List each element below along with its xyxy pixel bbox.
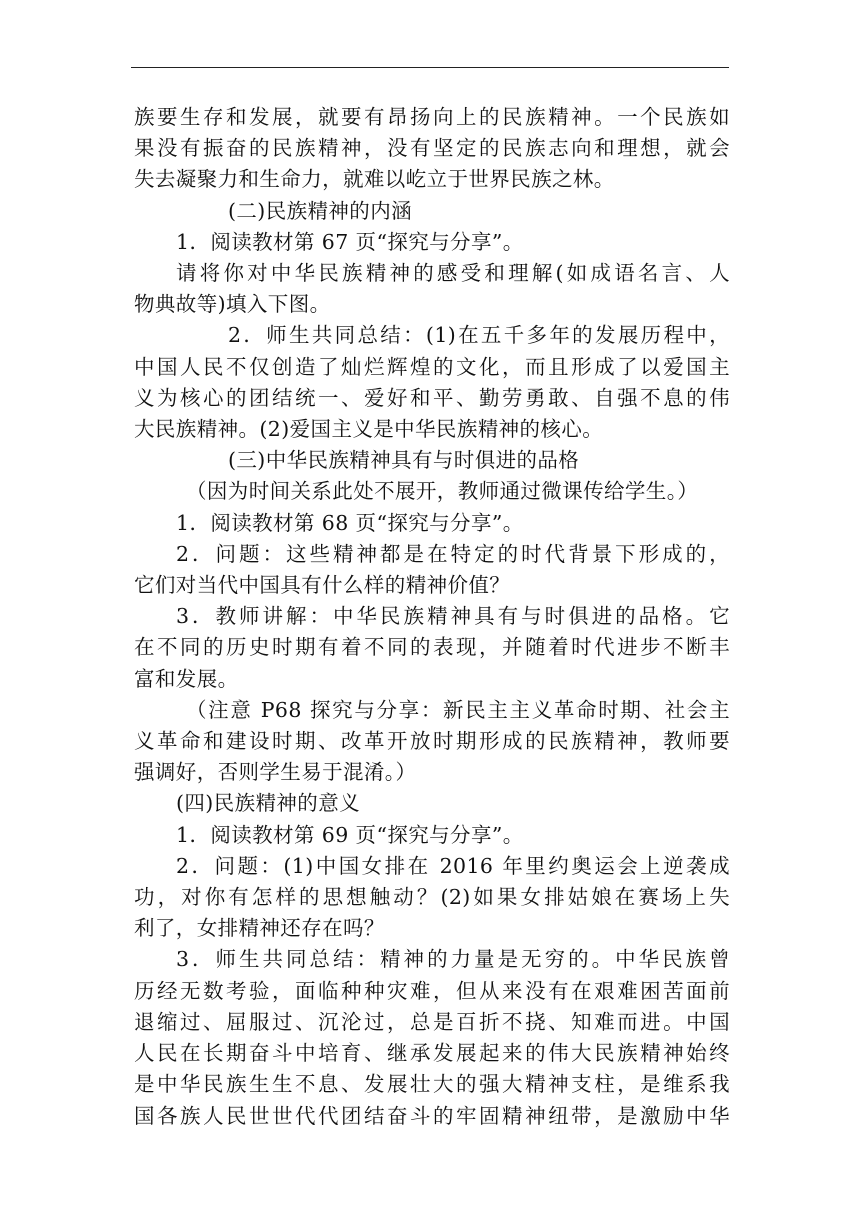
text-line: 2．问题：这些精神都是在特定的时代背景下形成的， — [176, 541, 730, 566]
text-line: 强调好，否则学生易于混淆。） — [134, 760, 417, 785]
text-line: 义革命和建设时期、改革开放时期形成的民族精神，教师要 — [134, 729, 730, 754]
text-line: 大民族精神。(2)爱国主义是中华民族精神的核心。 — [134, 417, 604, 442]
text-line: 1．阅读教材第 68 页“探究与分享”。 — [176, 510, 524, 535]
section-heading: (二)民族精神的内涵 — [228, 198, 412, 223]
text-line: 1．阅读教材第 69 页“探究与分享”。 — [176, 822, 524, 847]
text-line: 2．问题：(1)中国女排在 2016 年里约奥运会上逆袭成 — [176, 853, 730, 878]
header-rule — [131, 67, 729, 68]
text-line: 功，对你有怎样的思想触动？(2)如果女排姑娘在赛场上失 — [134, 885, 730, 910]
text-line: 2．师生共同总结：(1)在五千多年的发展历程中， — [228, 323, 730, 348]
text-line: 在不同的历史时期有着不同的表现，并随着时代进步不断丰 — [134, 635, 730, 660]
text-line: 它们对当代中国具有什么样的精神价值？ — [134, 573, 511, 598]
text-line: （因为时间关系此处不展开，教师通过微课传给学生。） — [186, 479, 699, 504]
text-line: 义为核心的团结统一、爱好和平、勤劳勇敢、自强不息的伟 — [134, 385, 730, 410]
section-heading: (三)中华民族精神具有与时俱进的品格 — [228, 448, 580, 473]
text-line: 1．阅读教材第 67 页“探究与分享”。 — [176, 229, 524, 254]
text-line: 族要生存和发展，就要有昂扬向上的民族精神。一个民族如 — [134, 105, 730, 129]
text-line: 利了，女排精神还存在吗？ — [134, 916, 385, 941]
text-line: （注意 P68 探究与分享：新民主主义革命时期、社会主 — [186, 697, 730, 722]
text-line: 富和发展。 — [134, 666, 239, 691]
text-line: 物典故等)填入下图。 — [134, 292, 331, 317]
text-line: 请将你对中华民族精神的感受和理解(如成语名言、人 — [176, 261, 730, 286]
text-line: 人民在长期奋斗中培育、继承发展起来的伟大民族精神始终 — [134, 1041, 730, 1066]
section-heading: (四)民族精神的意义 — [176, 791, 360, 816]
text-line: 中国人民不仅创造了灿烂辉煌的文化，而且形成了以爱国主 — [134, 354, 730, 379]
text-line: 退缩过、屈服过、沉沦过，总是百折不挠、知难而进。中国 — [134, 1009, 730, 1034]
text-line: 果没有振奋的民族精神，没有坚定的民族志向和理想，就会 — [134, 136, 730, 161]
text-line: 是中华民族生生不息、发展壮大的强大精神支柱，是维系我 — [134, 1072, 730, 1097]
text-line: 历经无数考验，面临种种灾难，但从来没有在艰难困苦面前 — [134, 978, 730, 1003]
document-body — [134, 102, 730, 1132]
text-line: 3．师生共同总结：精神的力量是无穷的。中华民族曾 — [176, 947, 730, 972]
text-line: 失去凝聚力和生命力，就难以屹立于世界民族之林。 — [134, 167, 615, 192]
text-line: 3．教师讲解：中华民族精神具有与时俱进的品格。它 — [176, 604, 730, 629]
text-line: 国各族人民世世代代团结奋斗的牢固精神纽带，是激励中华 — [134, 1103, 730, 1128]
